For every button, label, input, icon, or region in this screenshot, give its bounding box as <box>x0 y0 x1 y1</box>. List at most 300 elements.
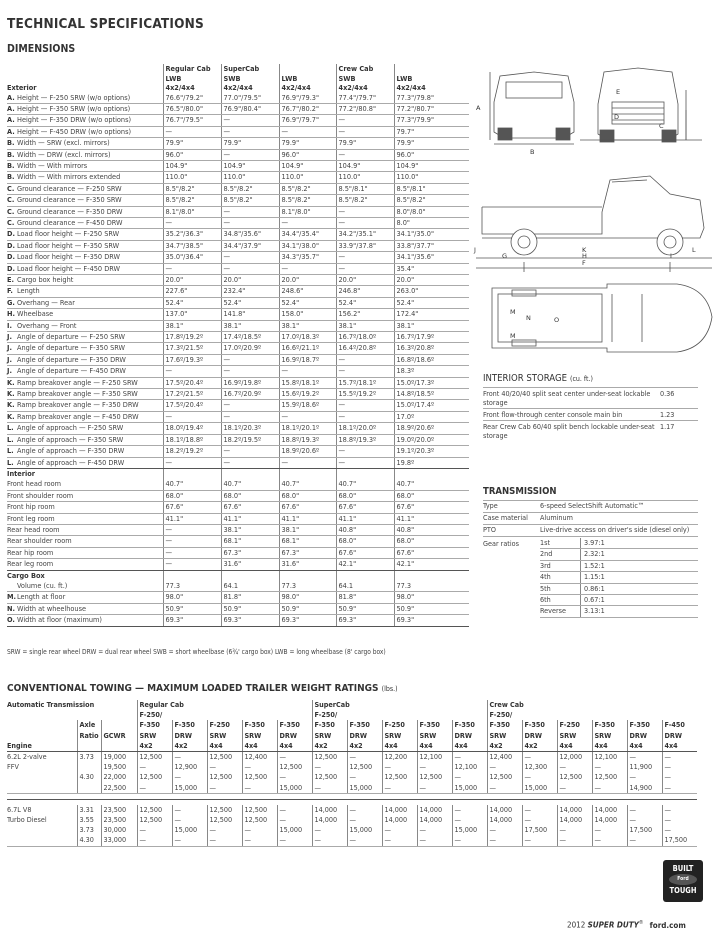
row-value: 31.6" <box>279 559 336 570</box>
tow-value: 14,900 <box>627 783 662 794</box>
row-value: 34.4"/37.9" <box>221 240 279 251</box>
tow-value: — <box>347 752 382 763</box>
row-value: — <box>336 149 394 160</box>
row-letter: B. <box>7 149 17 160</box>
row-label: Overhang — Rear <box>17 297 163 308</box>
row-value: 34.1"/35.0" <box>394 229 469 240</box>
row-letter: L. <box>7 457 17 468</box>
row-value: 16.3º/20.8º <box>394 343 469 354</box>
row-letter: C. <box>7 217 17 228</box>
row-value: 69.3" <box>221 615 279 626</box>
tow-value: — <box>662 752 697 763</box>
tow-header-cell: F-250 <box>207 720 242 730</box>
row-letter: J. <box>7 332 17 343</box>
engine-cell: 6.7L V8 <box>7 804 32 814</box>
towing-table <box>7 700 697 847</box>
tow-value: 19,500 <box>101 762 137 772</box>
exterior-row <box>7 354 469 365</box>
row-value: 77.3 <box>394 581 469 592</box>
dim-header-cell <box>394 64 469 74</box>
truck-dimension-diagrams <box>472 62 722 362</box>
row-value: 68.0" <box>163 490 221 501</box>
tow-value: 12,500 <box>207 815 242 825</box>
tow-value: — <box>452 815 487 825</box>
row-value: 41.1" <box>163 513 221 524</box>
tow-header-cell: SRW <box>557 731 592 741</box>
tow-value: — <box>172 752 207 763</box>
tow-value: — <box>382 825 417 835</box>
towing-unit: (lbs.) <box>381 685 398 693</box>
row-value: 34.2"/35.1" <box>336 229 394 240</box>
row-value: — <box>336 126 394 137</box>
exterior-row <box>7 400 469 411</box>
row-label: Ramp breakover angle — F-350 DRW <box>17 400 163 411</box>
tow-header-cell <box>172 710 207 720</box>
footer-model: SUPER DUTY <box>587 920 639 930</box>
tow-value: 4.30 <box>77 835 101 846</box>
tow-value: 14,000 <box>487 815 522 825</box>
row-label: Angle of departure — F-350 SRW <box>17 343 163 354</box>
tow-value: 15,000 <box>347 783 382 794</box>
row-value: 172.4" <box>394 309 469 320</box>
exterior-row <box>7 377 469 388</box>
tow-value: 12,300 <box>522 762 557 772</box>
tow-header-cell <box>7 720 77 730</box>
tow-value: 12,500 <box>207 805 242 815</box>
tow-value: 12,500 <box>487 772 522 782</box>
row-value: 77.4"/79.7" <box>336 93 394 104</box>
dim-header-cell: SuperCab <box>221 64 279 74</box>
gear-ratio: 3.97:1 <box>584 538 605 547</box>
row-value: 110.0" <box>336 172 394 183</box>
row-letter: D. <box>7 240 17 251</box>
row-value: 38.1" <box>221 320 279 331</box>
row-value: 68.0" <box>336 536 394 547</box>
storage-label: Rear Crew Cab 60/40 split bench lockable under-seat storage <box>483 422 655 440</box>
row-value: — <box>221 400 279 411</box>
gear-name: 3rd <box>540 561 581 571</box>
row-value: 34.4"/35.4" <box>279 229 336 240</box>
row-value: — <box>336 206 394 217</box>
tow-value: 14,000 <box>487 805 522 815</box>
tow-value: — <box>557 835 592 846</box>
tow-header-cell: 4x2 <box>172 741 207 752</box>
tow-value: — <box>347 805 382 815</box>
tow-header-cell: F-250/ <box>137 710 172 720</box>
row-value: 98.0" <box>163 592 221 603</box>
exterior-row <box>7 309 469 320</box>
dimensions-table <box>7 64 469 627</box>
tow-header-cell <box>347 700 382 710</box>
tow-header-cell: Ratio <box>77 731 101 741</box>
row-value: 77.3"/79.8" <box>394 93 469 104</box>
row-value: 17.0º/18.3º <box>279 332 336 343</box>
row-value: 68.0" <box>394 490 469 501</box>
row-value: 33.8"/37.7" <box>394 240 469 251</box>
tow-header-cell <box>627 700 662 710</box>
tow-header-row <box>7 710 697 720</box>
tow-header-cell <box>277 700 312 710</box>
row-letter: K. <box>7 411 17 422</box>
tow-value: — <box>277 815 312 825</box>
exterior-row <box>7 366 469 377</box>
tow-value <box>77 783 101 794</box>
tow-value: 15,000 <box>277 825 312 835</box>
engine-cell <box>7 783 77 794</box>
tow-value: 12,500 <box>137 752 172 763</box>
interior-row <box>7 536 469 547</box>
dim-header-cell <box>7 64 163 74</box>
row-value: 34.8"/35.6" <box>221 229 279 240</box>
row-value: 17.8º/19.2º <box>163 332 221 343</box>
row-value: 18.1º/18.8º <box>163 434 221 445</box>
row-value: 52.4" <box>394 297 469 308</box>
row-value: 34.1"/38.0" <box>279 240 336 251</box>
tow-value: 33,000 <box>101 835 137 846</box>
row-value: 38.1" <box>221 524 279 535</box>
exterior-row <box>7 343 469 354</box>
tow-header-cell: F-350 <box>452 720 487 730</box>
tow-value: 15,000 <box>522 783 557 794</box>
tow-row <box>7 752 697 763</box>
tow-value: — <box>522 805 557 815</box>
interior-row <box>7 524 469 535</box>
row-letter <box>7 581 17 592</box>
gear-row <box>540 595 698 606</box>
row-value: 18.9º/20.6º <box>394 423 469 434</box>
tow-header-cell: 4x4 <box>592 741 627 752</box>
tow-value: 12,100 <box>592 752 627 763</box>
exterior-row <box>7 457 469 468</box>
tow-header-cell: Automatic Transmission <box>7 700 95 709</box>
dim-header-cell: Exterior <box>7 83 37 92</box>
row-value: 35.0"/36.4" <box>163 252 221 263</box>
dim-header-row <box>7 74 469 84</box>
tow-header-cell: 4x2 <box>137 741 172 752</box>
tow-header-cell <box>242 710 277 720</box>
exterior-row <box>7 149 469 160</box>
tow-value: 4.30 <box>77 772 101 782</box>
gear-name: Reverse <box>540 606 581 616</box>
row-value: 8.1"/8.0" <box>163 206 221 217</box>
transmission-section <box>483 486 698 618</box>
row-letter: J. <box>7 354 17 365</box>
row-value: 16.9º/18.7º <box>279 354 336 365</box>
tow-header-cell <box>382 710 417 720</box>
row-label: Ground clearance — F-450 DRW <box>17 217 163 228</box>
tow-value: 12,500 <box>242 805 277 815</box>
row-value: 69.3" <box>336 615 394 626</box>
row-value: 17.0º <box>394 411 469 422</box>
storage-label: Front flow-through center console main bin <box>483 410 623 419</box>
tow-value: — <box>557 825 592 835</box>
row-value: — <box>221 206 279 217</box>
gear-row <box>540 538 698 549</box>
row-value: 50.9" <box>279 603 336 614</box>
tow-value: 14,000 <box>557 815 592 825</box>
tow-value: 17,500 <box>662 835 697 846</box>
tow-value: 12,500 <box>312 772 347 782</box>
exterior-row <box>7 389 469 400</box>
tow-header-cell <box>77 741 101 752</box>
tow-value: 12,100 <box>417 752 452 763</box>
row-value: 50.9" <box>394 603 469 614</box>
row-value: 96.0" <box>279 149 336 160</box>
row-label: Load floor height — F-450 DRW <box>17 263 163 274</box>
gear-ratio: 0.86:1 <box>584 583 605 593</box>
tow-value: 12,200 <box>382 752 417 763</box>
tow-value: — <box>137 762 172 772</box>
tow-value: — <box>662 783 697 794</box>
row-value: 263.0" <box>394 286 469 297</box>
row-value: 8.1"/8.0" <box>279 206 336 217</box>
storage-row <box>483 408 698 420</box>
tow-value: 15,000 <box>347 825 382 835</box>
label-n: N <box>526 314 531 322</box>
row-value: 19.8º <box>394 457 469 468</box>
tow-header-cell: F-350 <box>592 720 627 730</box>
exterior-row <box>7 115 469 126</box>
row-value: 77.3 <box>279 581 336 592</box>
tow-header-cell: DRW <box>522 731 557 741</box>
row-value: 98.0" <box>279 592 336 603</box>
interior-section-label: Interior <box>7 468 35 478</box>
row-value: — <box>221 115 279 126</box>
tow-row <box>7 815 697 825</box>
row-value: 8.5"/8.2" <box>336 195 394 206</box>
tow-value: 14,000 <box>417 815 452 825</box>
tow-value: 30,000 <box>101 825 137 835</box>
row-value: 20.0" <box>279 275 336 286</box>
tow-value: 12,500 <box>312 752 347 763</box>
row-value: — <box>336 115 394 126</box>
row-value: 248.6" <box>279 286 336 297</box>
row-letter: E. <box>7 275 17 286</box>
row-value: 35.2"/36.3" <box>163 229 221 240</box>
row-value: 17.3º/21.5º <box>163 343 221 354</box>
tow-value: — <box>207 825 242 835</box>
row-value: 38.1" <box>279 320 336 331</box>
row-label: Ground clearance — F-350 DRW <box>17 206 163 217</box>
empty-cell <box>336 570 394 581</box>
row-value: 41.1" <box>336 513 394 524</box>
row-value: 104.9" <box>163 160 221 171</box>
tow-value: — <box>557 762 592 772</box>
row-value: 8.5"/8.2" <box>279 183 336 194</box>
tow-value: 12,500 <box>277 762 312 772</box>
interior-row <box>7 479 469 490</box>
row-label: Rear hip room <box>7 547 163 558</box>
row-value: 19.1º/20.3º <box>394 446 469 457</box>
row-value: — <box>279 126 336 137</box>
interior-storage-unit: (cu. ft.) <box>569 375 593 383</box>
label-m-bottom: M <box>510 332 516 340</box>
tow-value: — <box>662 825 697 835</box>
tow-header-cell <box>382 700 417 710</box>
engine-cell: FFV <box>7 762 19 772</box>
row-value: — <box>221 263 279 274</box>
tow-value: — <box>662 772 697 782</box>
row-value: 67.3" <box>279 547 336 558</box>
tow-value: 23,500 <box>101 815 137 825</box>
exterior-row <box>7 275 469 286</box>
row-value: 8.5"/8.2" <box>394 195 469 206</box>
tow-row <box>7 762 697 772</box>
row-value: 79.9" <box>221 138 279 149</box>
tow-row <box>7 835 697 846</box>
tow-header-cell: DRW <box>277 731 312 741</box>
row-value: 19.0º/20.0º <box>394 434 469 445</box>
row-label: Width — With mirrors extended <box>17 172 163 183</box>
tow-header-cell: F-250/ <box>312 710 347 720</box>
tow-value: 12,000 <box>557 752 592 763</box>
row-value: 158.0" <box>279 309 336 320</box>
row-value: 41.1" <box>279 513 336 524</box>
engine-cell <box>7 772 77 782</box>
row-value: 31.6" <box>221 559 279 570</box>
dim-header-cell <box>279 64 336 74</box>
row-label: Length <box>17 286 163 297</box>
dim-header-cell: Crew Cab <box>336 64 394 74</box>
row-value: 18.1º/20.0º <box>336 423 394 434</box>
tow-header-cell: SuperCab <box>312 700 347 710</box>
row-value: 76.5"/80.0" <box>163 103 221 114</box>
row-value: 18.8º/19.3º <box>336 434 394 445</box>
tow-value: — <box>172 835 207 846</box>
tow-header-cell: F-350 <box>277 720 312 730</box>
row-label: Front hip room <box>7 502 163 513</box>
row-value: 8.0" <box>394 217 469 228</box>
tow-row <box>7 805 697 815</box>
tow-value: 14,000 <box>592 815 627 825</box>
tow-value: 12,500 <box>137 772 172 782</box>
row-value: 8.5"/8.2" <box>163 183 221 194</box>
row-value: 15.0º/17.4º <box>394 400 469 411</box>
row-letter: L. <box>7 446 17 457</box>
tow-header-cell <box>452 710 487 720</box>
tow-value: — <box>312 783 347 794</box>
row-value: 18.1º/20.1º <box>279 423 336 434</box>
row-value: — <box>279 366 336 377</box>
row-value: — <box>163 524 221 535</box>
gear-name: 5th <box>540 584 581 594</box>
row-value: 77.2"/80.7" <box>394 103 469 114</box>
row-label: Volume (cu. ft.) <box>17 581 163 592</box>
tow-value: — <box>137 825 172 835</box>
row-letter: J. <box>7 366 17 377</box>
towing-title: CONVENTIONAL TOWING — MAXIMUM LOADED TRAILER WEIGHT RATINGS <box>7 683 379 694</box>
row-value: 17.2º/21.5º <box>163 389 221 400</box>
tow-header-cell <box>347 710 382 720</box>
row-value: 15.9º/18.6º <box>279 400 336 411</box>
tow-value: — <box>347 815 382 825</box>
row-value: 76.7"/79.5" <box>163 115 221 126</box>
tow-row <box>7 825 697 835</box>
row-value: 227.6" <box>163 286 221 297</box>
row-label: Angle of approach — F-450 DRW <box>17 457 163 468</box>
transmission-label: Type <box>483 501 498 510</box>
row-value: — <box>279 217 336 228</box>
row-value: 79.9" <box>279 138 336 149</box>
tow-value: — <box>487 783 522 794</box>
tow-value: 3.31 <box>77 805 101 815</box>
row-value: — <box>221 252 279 263</box>
row-value: — <box>279 411 336 422</box>
row-value: 110.0" <box>221 172 279 183</box>
row-value: 16.7º/18.0º <box>336 332 394 343</box>
row-value: 76.9"/79.3" <box>279 93 336 104</box>
tow-header-cell: 4x4 <box>207 741 242 752</box>
row-value: 15.0º/17.3º <box>394 377 469 388</box>
cargo-row <box>7 603 469 614</box>
tow-value: 3.55 <box>77 815 101 825</box>
tow-value: 14,000 <box>592 805 627 815</box>
tow-header-cell <box>662 700 697 710</box>
row-value: — <box>336 411 394 422</box>
row-value: 156.2" <box>336 309 394 320</box>
dim-header-row <box>7 83 469 93</box>
row-letter: J. <box>7 343 17 354</box>
exterior-row <box>7 263 469 274</box>
tow-value: — <box>662 762 697 772</box>
tow-value: — <box>417 783 452 794</box>
row-value: 67.6" <box>394 502 469 513</box>
row-label: Width — With mirrors <box>17 160 163 171</box>
row-value: 18.1º/20.3º <box>221 423 279 434</box>
row-value: 98.0" <box>394 592 469 603</box>
tow-value: 12,900 <box>172 762 207 772</box>
row-letter: C. <box>7 183 17 194</box>
row-value: — <box>336 252 394 263</box>
row-label: Rear shoulder room <box>7 536 163 547</box>
row-value: 20.0" <box>163 275 221 286</box>
tow-value: — <box>172 772 207 782</box>
tow-value: 17,500 <box>627 825 662 835</box>
exterior-row <box>7 411 469 422</box>
tow-header-cell: 4x4 <box>557 741 592 752</box>
interior-section <box>7 468 469 479</box>
tow-value: — <box>487 835 522 846</box>
interior-row <box>7 502 469 513</box>
tow-value: — <box>592 762 627 772</box>
dim-header-cell: LWB <box>163 74 221 84</box>
row-value: 18.8º/19.3º <box>279 434 336 445</box>
gear-row <box>540 572 698 583</box>
tow-header-cell <box>207 710 242 720</box>
row-letter: G. <box>7 297 17 308</box>
tow-header-row <box>7 731 697 741</box>
tow-row <box>7 783 697 794</box>
exterior-row <box>7 93 469 104</box>
tow-value: 14,000 <box>382 815 417 825</box>
row-label: Ramp breakover angle — F-350 SRW <box>17 389 163 400</box>
row-value: 77.3"/79.9" <box>394 115 469 126</box>
exterior-row <box>7 183 469 194</box>
row-value: — <box>163 457 221 468</box>
row-value: — <box>221 354 279 365</box>
empty-cell <box>394 570 469 581</box>
row-label: Load floor height — F-350 SRW <box>17 240 163 251</box>
empty-cell <box>279 468 336 479</box>
tow-value: — <box>627 772 662 782</box>
tow-header-cell: F-350 <box>312 720 347 730</box>
tow-value: — <box>207 762 242 772</box>
row-value: — <box>336 217 394 228</box>
tow-value: — <box>172 805 207 815</box>
row-value: — <box>163 366 221 377</box>
row-value: 41.1" <box>394 513 469 524</box>
gear-row <box>540 549 698 560</box>
